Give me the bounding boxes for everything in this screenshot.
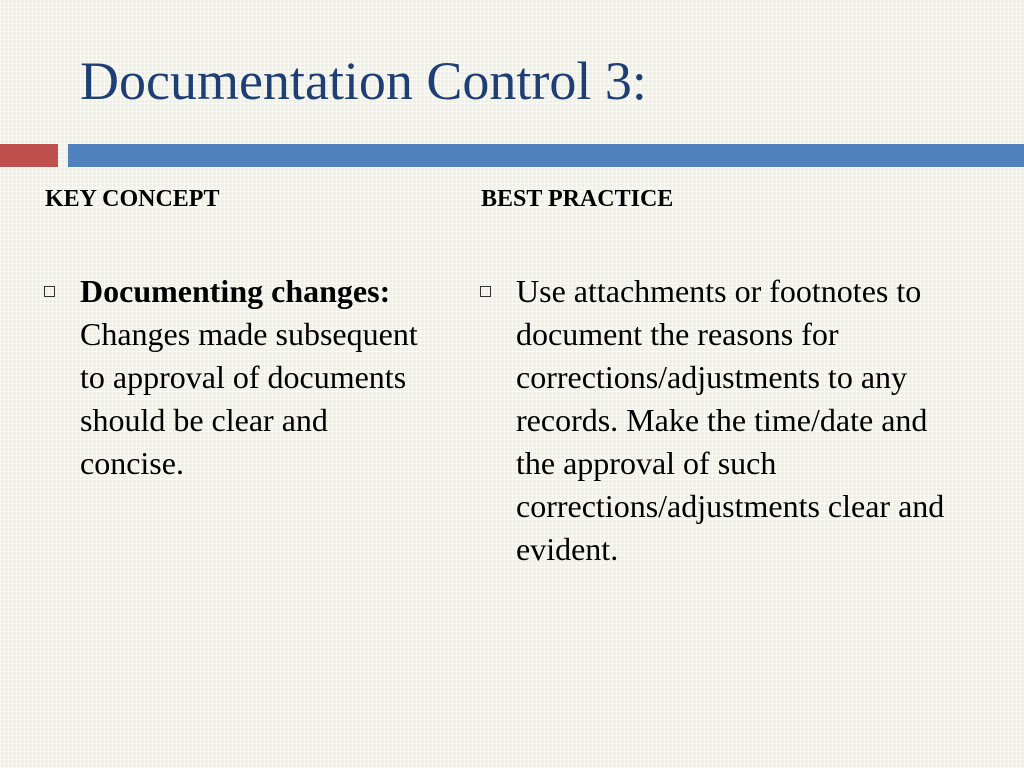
accent-bar-red	[0, 144, 58, 167]
accent-bar-blue	[68, 144, 1024, 167]
column-heading-key-concept: KEY CONCEPT	[45, 186, 220, 212]
best-practice-bullet	[480, 270, 950, 571]
key-concept-lead: Documenting changes:	[80, 273, 391, 309]
square-bullet-icon	[44, 286, 55, 297]
key-concept-body: Changes made subsequent to approval of documents should be clear and concise.	[80, 316, 418, 481]
key-concept-bullet	[44, 270, 424, 485]
column-heading-best-practice: BEST PRACTICE	[481, 186, 674, 212]
key-concept-text	[80, 270, 424, 485]
best-practice-text: Use attachments or footnotes to document the reasons for corrections/adjustments to any records. Make the time/date and the approval of such corrections/adjustments clear and evident.	[516, 273, 945, 567]
slide-title: Documentation Control 3:	[80, 51, 647, 111]
square-bullet-icon	[480, 286, 491, 297]
